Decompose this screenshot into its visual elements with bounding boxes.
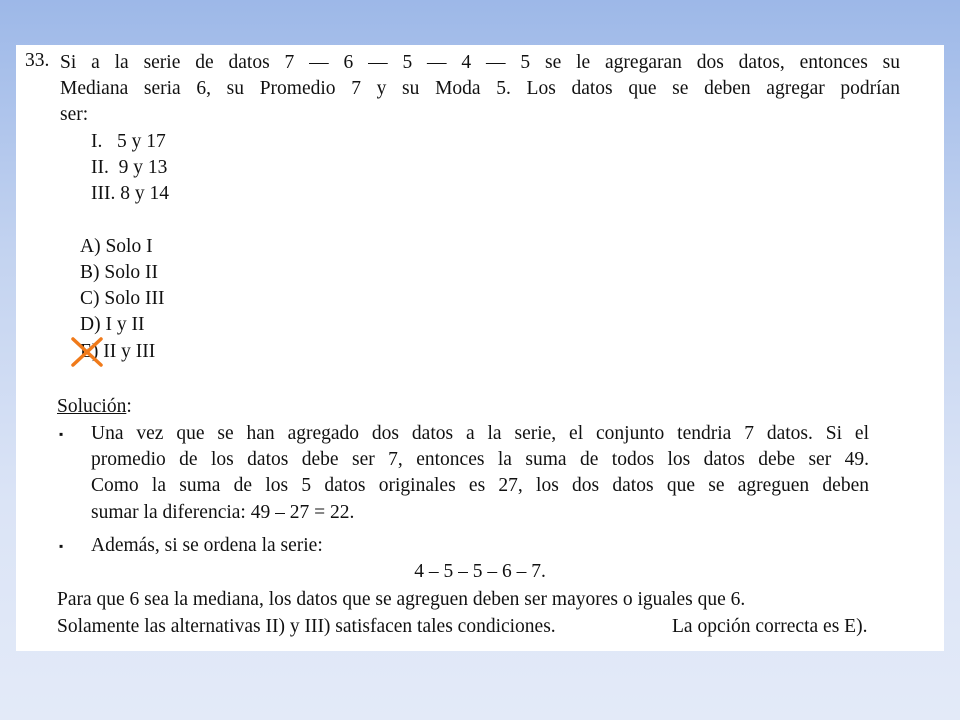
conclusion-line-2: Solamente las alternativas II) y III) satisfacen tales condiciones.: [57, 616, 556, 637]
ordered-series: 4 – 5 – 5 – 6 – 7.: [414, 561, 546, 582]
solution-heading: [57, 394, 132, 420]
option-e: E) II y III: [80, 341, 156, 362]
document-page: [16, 45, 944, 651]
solution-bullet-1-line-1: Una vez que se han agregado dos datos a la serie, el conjunto tendria 7 datos. Si el: [91, 423, 869, 444]
question-number: 33.: [25, 50, 50, 71]
solution-bullet-1-line-2: promedio de los datos debe ser 7, entonces la suma de todos los datos debe ser 49.: [91, 449, 869, 470]
option-a: A) Solo I: [80, 236, 153, 257]
solution-heading-colon: :: [126, 396, 132, 417]
option-d: D) I y II: [80, 314, 145, 335]
bullet-2-icon: ▪: [59, 539, 64, 553]
conclusion-line-1: Para que 6 sea la mediana, los datos que se agreguen deben ser mayores o iguales que 6.: [57, 589, 746, 610]
solution-heading-text: Solución: [57, 396, 127, 417]
solution-bullet-1-line-3: Como la suma de los 5 datos originales es 27, los dos datos que se agreguen deben: [91, 475, 869, 496]
solution-bullet-2: Además, si se ordena la serie:: [91, 535, 323, 556]
item-1: I. 5 y 17: [91, 131, 166, 152]
item-3: III. 8 y 14: [91, 183, 169, 204]
solution-bullet-1-line-4: sumar la diferencia: 49 – 27 = 22.: [91, 502, 355, 523]
option-c: C) Solo III: [80, 288, 165, 309]
item-2: II. 9 y 13: [91, 157, 168, 178]
bullet-1-icon: ▪: [59, 427, 64, 441]
question-text-line-2: Mediana seria 6, su Promedio 7 y su Moda 5. Los datos que se deben agregar podrían: [60, 78, 900, 99]
question-text-line-1: Si a la serie de datos 7 — 6 — 5 — 4 — 5 se le agregaran dos datos, entonces su: [60, 52, 900, 73]
correct-answer-statement: La opción correcta es E).: [672, 616, 868, 637]
option-b: B) Solo II: [80, 262, 158, 283]
question-text-line-3: ser:: [60, 104, 89, 125]
selected-answer-x-mark-icon: [70, 336, 104, 368]
